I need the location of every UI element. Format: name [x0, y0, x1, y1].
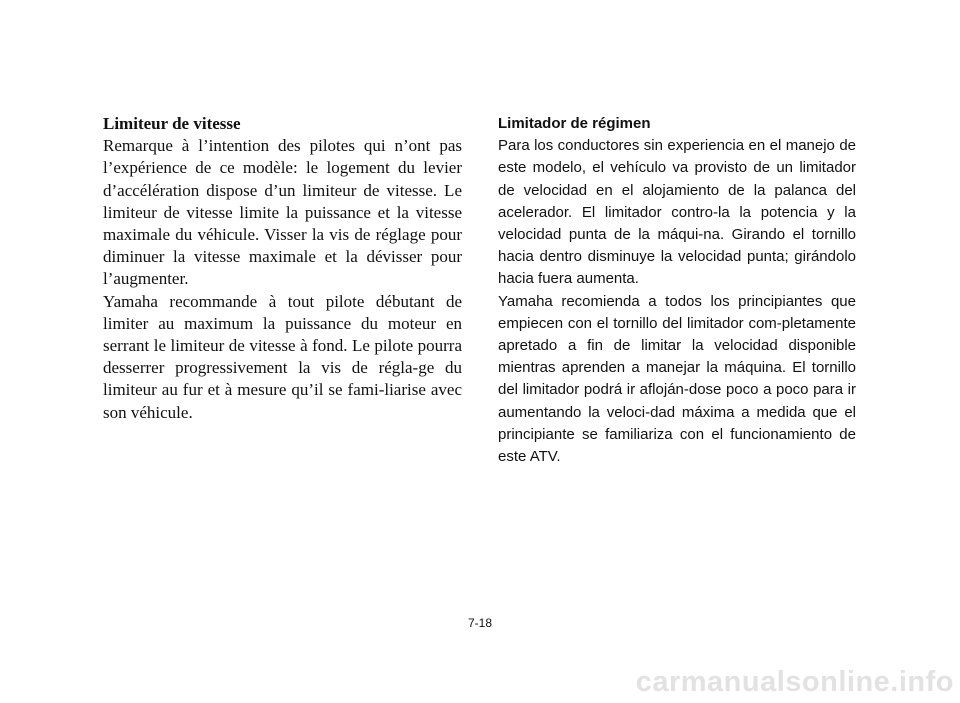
spanish-column: [498, 113, 856, 468]
french-paragraph-1: Remarque à l’intention des pilotes qui n’ont pas l’expérience de ce modèle: le logement du levier d’accélération dispose d’un limiteur de vitesse. Le limiteur de vitesse limite la puissance et la vitesse maximale du véhicule. Visser la vis de réglage pour diminuer la vitesse maximale et la dévisser pour l’augmenter.: [103, 136, 462, 289]
spanish-heading: Limitador de régimen: [498, 115, 651, 132]
french-heading: Limiteur de vitesse: [103, 114, 241, 133]
page-number: 7-18: [467, 616, 493, 630]
spanish-paragraph-2: Yamaha recomienda a todos los principiantes que empiecen con el tornillo del limitador com-pletamente apretado a fin de limitar la velocidad disponible mientras aprenden a manejar la máquina. El tornillo del limitador podrá ir afloján-dose poco a poco para ir aumentando la veloci-dad máxima a medida que el principiante se familiariza con el funcionamiento de este ATV.: [498, 292, 856, 466]
french-column: [103, 113, 462, 424]
watermark: carmanualsonline.info: [635, 666, 954, 698]
french-paragraph-2: Yamaha recommande à tout pilote débutant de limiter au maximum la puissance du moteur en serrant le limiteur de vitesse à fond. Le pilote pourra desserrer progressivement la vis de régla-ge du limiteur au fur et à mesure qu’il se fami-liarise avec son véhicule.: [103, 291, 462, 422]
spanish-paragraph-1: Para los conductores sin experiencia en el manejo de este modelo, el vehículo va provisto de un limitador de velocidad en el alojamiento de la palanca del acelerador. El limitador contro-la la potencia y la velocidad punta de la máqui-na. Girando el tornillo hacia dentro disminuye la velocidad punta; girándolo hacia fuera aumenta.: [498, 137, 856, 288]
